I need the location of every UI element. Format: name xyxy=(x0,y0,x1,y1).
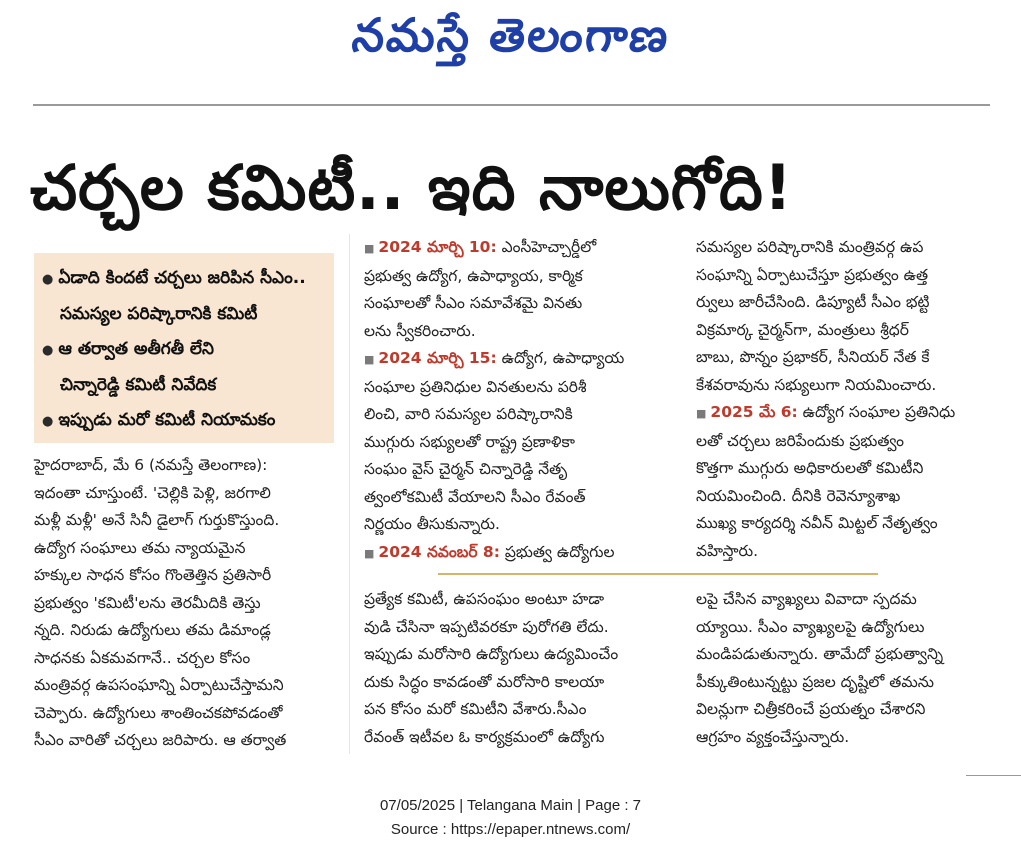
footer-source-link[interactable]: Source : https://epaper.ntnews.com/ xyxy=(390,821,631,838)
body-line: సంఘాల ప్రతినిధుల వినతులను పరిశీ xyxy=(364,377,587,396)
body-line: ముగ్గురు సభ్యులతో రాష్ట్ర ప్రణాళికా xyxy=(364,432,575,451)
timeline-date: 2024 మార్చి 15: xyxy=(378,349,497,367)
body-line: ఉద్యోగ సంఘాలు తమ న్యాయమైన xyxy=(34,538,246,557)
timeline-column-continued xyxy=(696,234,990,565)
body-line: బాబు, పొన్నం ప్రభాకర్, సీనియర్ నేత కే xyxy=(696,348,930,366)
body-line: విలన్లుగా చిత్రీకరించే ప్రయత్నం చేశారని xyxy=(696,700,926,718)
body-line: మంత్రివర్గ ఉపసంఘాన్ని ఏర్పాటుచేస్తామని xyxy=(34,676,284,694)
page-footer xyxy=(0,794,1021,842)
highlight-line: సమస్యల పరిష్కారానికి కమిటీ xyxy=(60,304,258,324)
body-line: వహిస్తారు. xyxy=(696,541,759,560)
body-line: మళ్లీ మళ్లీ' అనే సినీ డైలాగ్ గుర్తుకొస్తుంది. xyxy=(34,511,280,529)
timeline-column xyxy=(364,234,676,567)
square-bullet-icon: ■ xyxy=(364,353,375,366)
bullet-icon: ● xyxy=(42,272,54,287)
bullet-icon: ● xyxy=(42,343,54,358)
body-line: నిర్ణయం తీసుకున్నారు. xyxy=(364,515,500,533)
timeline-text: ఉద్యోగ సంఘాల ప్రతినిధు xyxy=(797,403,956,421)
body-line: ఆగ్రహం వ్యక్తంచేస్తున్నారు. xyxy=(696,727,850,746)
highlight-line: ఇప్పుడు మరో కమిటీ నియామకం xyxy=(58,410,276,430)
masthead-logo: నమస్తే తెలంగాణ xyxy=(349,8,673,62)
column-separator xyxy=(349,234,350,754)
body-line: సంఘాన్ని ఏర్పాటుచేస్తూ ప్రభుత్వం ఉత్త xyxy=(696,265,929,284)
body-line: వుడి చేసినా ఇప్పటివరకూ పురోగతి లేదు. xyxy=(364,617,609,636)
highlight-line: చిన్నారెడ్డి కమిటీ నివేదిక xyxy=(60,375,217,395)
highlight-item xyxy=(42,332,328,368)
body-line: ఇప్పుడు మరోసారి ఉద్యోగులు ఉద్యమించేం xyxy=(364,645,619,663)
timeline-divider xyxy=(438,573,878,575)
body-line: త్వంలోకమిటీ వేయాలని సీఎం రేవంత్ xyxy=(364,487,586,506)
body-line: కేశవరావును సభ్యులుగా నియమించారు. xyxy=(696,375,937,394)
square-bullet-icon: ■ xyxy=(696,407,707,420)
timeline-text: ఎంసీహెచ్చార్డీలో xyxy=(496,238,597,256)
body-line: సమస్యల పరిష్కారానికి మంత్రివర్గ ఉప xyxy=(696,238,924,256)
timeline-entry-head xyxy=(364,539,676,568)
body-line: ప్రత్యేక కమిటీ, ఉపసంఘం అంటూ హడా xyxy=(364,590,605,608)
timeline-date: 2025 మే 6: xyxy=(710,403,798,421)
body-line: సంఘాలతో సీఎం సమావేశమై వినతు xyxy=(364,294,583,312)
end-rule xyxy=(966,775,1021,776)
body-column-3 xyxy=(696,586,990,751)
body-line: రేవంత్ ఇటీవల ఓ కార్యక్రమంలో ఉద్యోగు xyxy=(364,727,605,746)
highlights-box xyxy=(34,253,334,443)
square-bullet-icon: ■ xyxy=(364,242,375,255)
body-line: సీఎం వారితో చర్చలు జరిపారు. ఆ తర్వాత xyxy=(34,731,287,749)
body-line: ప్రభుత్వం 'కమిటీ'లను తెరమీదికి తెస్తు xyxy=(34,593,261,612)
body-line: నియమించింది. దీనికి రెవెన్యూశాఖ xyxy=(696,486,901,505)
body-line: కొత్తగా ముగ్గురు అధికారులతో కమిటీని xyxy=(696,459,924,477)
body-column-1 xyxy=(34,452,336,755)
timeline-entry-head xyxy=(364,234,676,263)
body-line: ముఖ్య కార్యదర్శి నవీన్ మిట్టల్ నేతృత్వం xyxy=(696,514,938,532)
timeline-date: 2024 మార్చి 10: xyxy=(378,238,497,256)
body-line: లతో చర్చలు జరిపేందుకు ప్రభుత్వం xyxy=(696,431,904,450)
body-line: ఇదంతా చూస్తుంటే. 'చెల్లికి పెళ్లి, జరగాలి xyxy=(34,483,271,502)
bullet-icon: ● xyxy=(42,414,54,429)
article-headline: చర్చల కమిటీ.. ఇది నాలుగోది! xyxy=(30,151,794,224)
body-line: లపై చేసిన వ్యాఖ్యలు వివాదా స్పదమ xyxy=(696,590,917,608)
timeline-text: ప్రభుత్వ ఉద్యోగుల xyxy=(499,542,615,561)
timeline-entry-head xyxy=(364,345,676,374)
square-bullet-icon: ■ xyxy=(364,546,375,560)
body-line: య్యాయి. సీఎం వ్యాఖ్యలపై ఉద్యోగులు xyxy=(696,617,925,636)
footer-edition: 07/05/2025 | Telangana Main | Page : 7 xyxy=(379,797,642,814)
body-line: పన కోసం మరో కమిటీని వేశారు.సీఎం xyxy=(364,700,587,718)
body-line: దుకు సిద్ధం కావడంతో మరోసారి కాలయా xyxy=(364,672,605,691)
highlight-line: ఏడాది కిందటే చర్చలు జరిపిన సీఎం.. xyxy=(58,268,306,288)
body-line: విక్రమార్క చైర్మన్‌గా, మంత్రులు శ్రీధర్ xyxy=(696,320,909,339)
highlight-line: ఆ తర్వాత అతీగతీ లేని xyxy=(58,339,214,359)
timeline-date: 2024 నవంబర్ 8: xyxy=(378,542,500,561)
body-line: పీక్కుతింటున్నట్టు ప్రజల దృష్టిలో తమను xyxy=(696,672,934,691)
body-line: సాధనకు ఏకమవగానే.. చర్చల కోసం xyxy=(34,648,251,667)
body-line: ర్వులు జారీచేసింది. డిప్యూటీ సీఎం భట్టి xyxy=(696,293,930,311)
body-line: ప్రభుత్వ ఉద్యోగ, ఉపాధ్యాయ, కార్మిక xyxy=(364,266,583,285)
body-line: సంఘం వైస్ చైర్మన్ చిన్నారెడ్డి నేతృ xyxy=(364,460,568,478)
body-line: లను స్వీకరించారు. xyxy=(364,321,476,340)
highlight-item xyxy=(42,403,328,439)
highlights-list xyxy=(34,253,334,439)
body-line: హక్కుల సాధన కోసం గొంతెత్తిన ప్రతిసారీ xyxy=(34,566,272,584)
body-line: లించి, వారి సమస్యల పరిష్కారానికి xyxy=(364,405,573,423)
body-line: న్నది. నిరుడు ఉద్యోగులు తమ డిమాండ్ల xyxy=(34,621,271,639)
highlight-item xyxy=(42,261,328,297)
body-line: చెప్పారు. ఉద్యోగులు శాంతించకపోవడంతో xyxy=(34,703,283,722)
timeline-text: ఉద్యోగ, ఉపాధ్యాయ xyxy=(496,349,625,367)
top-rule xyxy=(33,104,990,106)
body-line: మండిపడుతున్నారు. తామేదో ప్రభుత్వాన్ని xyxy=(696,645,944,663)
timeline-entry-head xyxy=(696,399,990,428)
body-column-2 xyxy=(364,586,676,751)
body-line: హైదరాబాద్, మే 6 (నమస్తే తెలంగాణ): xyxy=(34,456,268,474)
highlight-item xyxy=(42,297,328,332)
highlight-item xyxy=(42,368,328,403)
